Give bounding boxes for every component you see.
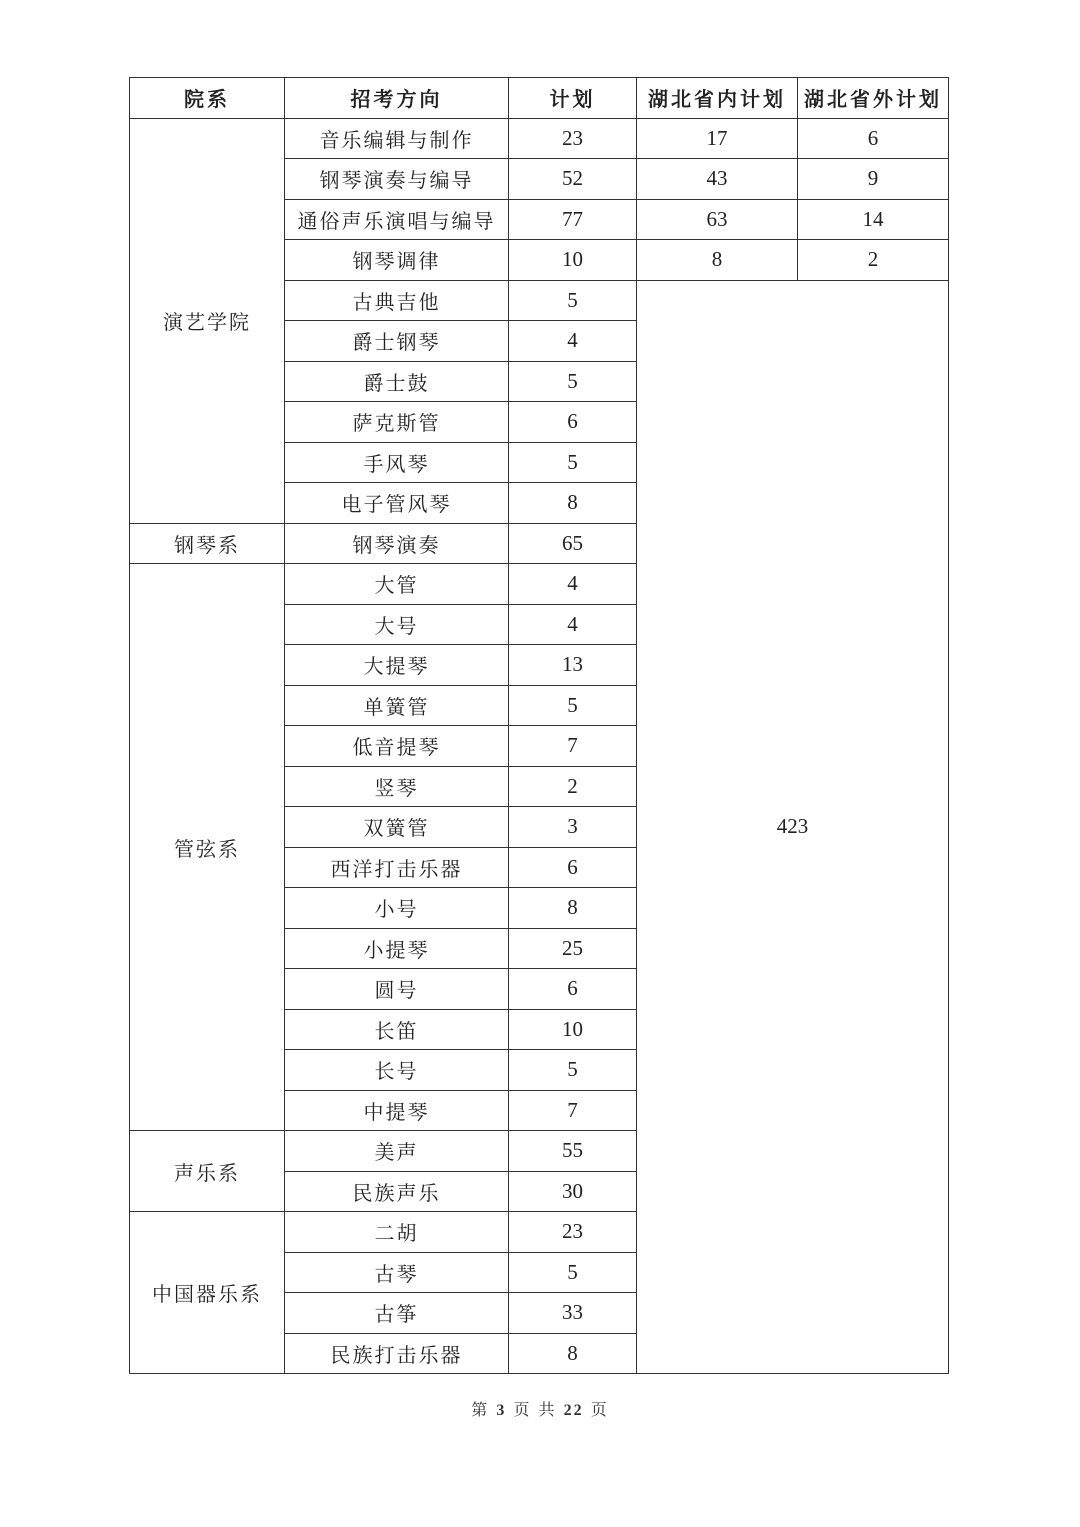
direction-cell: 钢琴调律 [285, 240, 509, 281]
footer-mid: 页 共 [513, 1400, 557, 1419]
plan-cell: 6 [509, 969, 637, 1010]
hubei-in-cell: 8 [637, 240, 798, 281]
direction-cell: 古典吉他 [285, 280, 509, 321]
direction-cell: 长号 [285, 1050, 509, 1091]
direction-cell: 长笛 [285, 1009, 509, 1050]
plan-cell: 10 [509, 240, 637, 281]
direction-cell: 二胡 [285, 1212, 509, 1253]
direction-cell: 双簧管 [285, 807, 509, 848]
direction-cell: 单簧管 [285, 685, 509, 726]
hubei-out-cell: 2 [798, 240, 949, 281]
plan-cell: 8 [509, 888, 637, 929]
direction-cell: 民族声乐 [285, 1171, 509, 1212]
direction-cell: 低音提琴 [285, 726, 509, 767]
header-department: 院系 [130, 78, 285, 119]
header-hubei-out: 湖北省外计划 [798, 78, 949, 119]
department-cell: 钢琴系 [130, 523, 285, 564]
department-cell: 声乐系 [130, 1131, 285, 1212]
direction-cell: 通俗声乐演唱与编导 [285, 199, 509, 240]
plan-cell: 6 [509, 847, 637, 888]
plan-cell: 30 [509, 1171, 637, 1212]
plan-cell: 77 [509, 199, 637, 240]
plan-cell: 23 [509, 118, 637, 159]
direction-cell: 爵士钢琴 [285, 321, 509, 362]
plan-cell: 7 [509, 726, 637, 767]
plan-cell: 5 [509, 1252, 637, 1293]
plan-cell: 23 [509, 1212, 637, 1253]
header-hubei-in: 湖北省内计划 [637, 78, 798, 119]
footer-page-number: 3 [496, 1402, 507, 1419]
plan-cell: 4 [509, 604, 637, 645]
plan-cell: 5 [509, 442, 637, 483]
footer-prefix: 第 [471, 1400, 490, 1419]
plan-cell: 33 [509, 1293, 637, 1334]
plan-cell: 25 [509, 928, 637, 969]
direction-cell: 钢琴演奏与编导 [285, 159, 509, 200]
plan-cell: 5 [509, 1050, 637, 1091]
enrollment-plan-table [129, 77, 949, 1374]
hubei-in-cell: 63 [637, 199, 798, 240]
direction-cell: 竖琴 [285, 766, 509, 807]
plan-cell: 5 [509, 280, 637, 321]
table-row [130, 118, 949, 159]
direction-cell: 钢琴演奏 [285, 523, 509, 564]
plan-cell: 65 [509, 523, 637, 564]
direction-cell: 电子管风琴 [285, 483, 509, 524]
plan-cell: 10 [509, 1009, 637, 1050]
direction-cell: 民族打击乐器 [285, 1333, 509, 1374]
plan-cell: 4 [509, 321, 637, 362]
hubei-in-cell: 17 [637, 118, 798, 159]
header-direction: 招考方向 [285, 78, 509, 119]
header-plan: 计划 [509, 78, 637, 119]
direction-cell: 美声 [285, 1131, 509, 1172]
plan-cell: 7 [509, 1090, 637, 1131]
plan-cell: 52 [509, 159, 637, 200]
department-cell: 管弦系 [130, 564, 285, 1131]
plan-cell: 13 [509, 645, 637, 686]
direction-cell: 古筝 [285, 1293, 509, 1334]
footer-suffix: 页 [590, 1400, 609, 1419]
direction-cell: 古琴 [285, 1252, 509, 1293]
direction-cell: 大提琴 [285, 645, 509, 686]
direction-cell: 中提琴 [285, 1090, 509, 1131]
plan-cell: 3 [509, 807, 637, 848]
plan-cell: 4 [509, 564, 637, 605]
direction-cell: 小号 [285, 888, 509, 929]
plan-cell: 2 [509, 766, 637, 807]
page-footer [0, 1397, 1080, 1420]
plan-cell: 6 [509, 402, 637, 443]
direction-cell: 爵士鼓 [285, 361, 509, 402]
plan-cell: 8 [509, 1333, 637, 1374]
header-row [130, 78, 949, 119]
hubei-out-cell: 6 [798, 118, 949, 159]
hubei-out-cell: 9 [798, 159, 949, 200]
department-cell: 中国器乐系 [130, 1212, 285, 1374]
plan-cell: 5 [509, 361, 637, 402]
direction-cell: 圆号 [285, 969, 509, 1010]
direction-cell: 大号 [285, 604, 509, 645]
hubei-in-cell: 43 [637, 159, 798, 200]
department-cell: 演艺学院 [130, 118, 285, 523]
footer-total-pages: 22 [563, 1402, 584, 1419]
direction-cell: 小提琴 [285, 928, 509, 969]
plan-cell: 55 [509, 1131, 637, 1172]
hubei-out-cell: 14 [798, 199, 949, 240]
direction-cell: 手风琴 [285, 442, 509, 483]
direction-cell: 音乐编辑与制作 [285, 118, 509, 159]
merged-total-cell: 423 [637, 280, 949, 1374]
direction-cell: 大管 [285, 564, 509, 605]
table-body [130, 118, 949, 1374]
plan-cell: 5 [509, 685, 637, 726]
direction-cell: 萨克斯管 [285, 402, 509, 443]
plan-cell: 8 [509, 483, 637, 524]
direction-cell: 西洋打击乐器 [285, 847, 509, 888]
